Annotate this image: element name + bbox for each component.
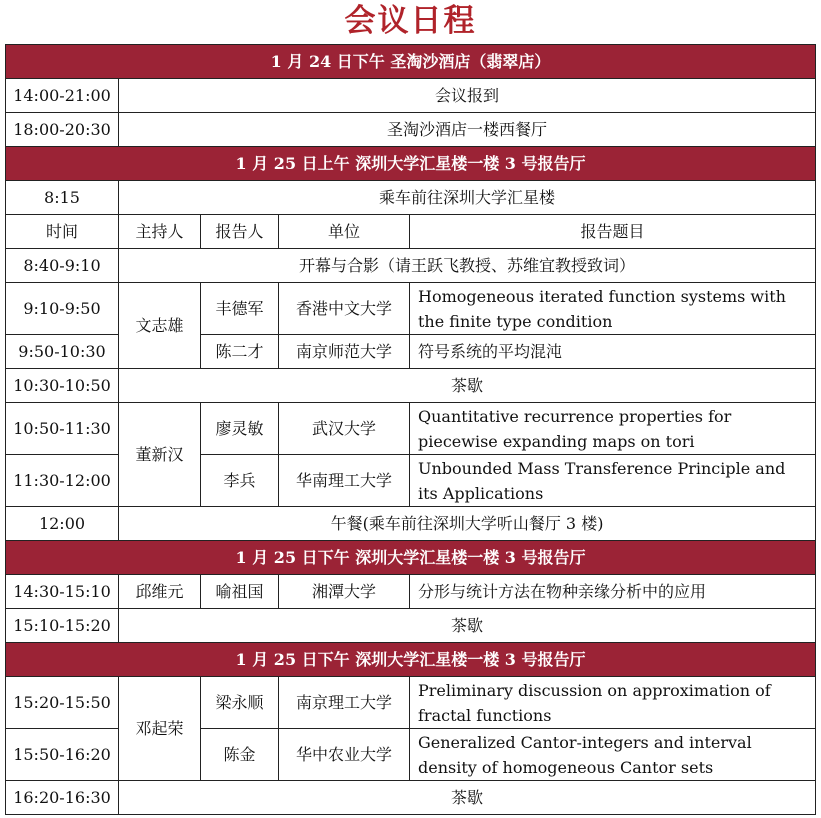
break-row — [6, 369, 816, 403]
section-band — [6, 643, 816, 677]
talk-row — [6, 677, 816, 729]
speaker-cell: 梁永顺 — [201, 677, 279, 729]
section-band-label: 1 月 24 日下午 圣淘沙酒店（翡翠店） — [6, 45, 816, 79]
event-cell: 会议报到 — [119, 79, 816, 113]
time-cell: 14:00-21:00 — [6, 79, 119, 113]
topic-cell: Generalized Cantor-integers and interval density of homogeneous Cantor sets — [410, 729, 816, 781]
time-cell: 14:30-15:10 — [6, 575, 119, 609]
section-band-label: 1 月 25 日下午 深圳大学汇星楼一楼 3 号报告厅 — [6, 643, 816, 677]
talk-row — [6, 403, 816, 455]
unit-cell: 南京师范大学 — [279, 335, 410, 369]
table-row — [6, 249, 816, 283]
time-cell: 12:00 — [6, 507, 119, 541]
event-cell: 茶歇 — [119, 781, 816, 815]
time-cell: 15:50-16:20 — [6, 729, 119, 781]
table-row — [6, 79, 816, 113]
header-unit: 单位 — [279, 215, 410, 249]
header-topic: 报告题目 — [410, 215, 816, 249]
speaker-cell: 廖灵敏 — [201, 403, 279, 455]
table-row — [6, 181, 816, 215]
time-cell: 18:00-20:30 — [6, 113, 119, 147]
event-cell: 午餐(乘车前往深圳大学听山餐厅 3 楼) — [119, 507, 816, 541]
host-cell: 邱维元 — [119, 575, 201, 609]
time-cell: 9:50-10:30 — [6, 335, 119, 369]
topic-cell: Homogeneous iterated function systems with the finite type condition — [410, 283, 816, 335]
section-band — [6, 147, 816, 181]
speaker-cell: 陈二才 — [201, 335, 279, 369]
section-band — [6, 45, 816, 79]
event-cell: 圣淘沙酒店一楼西餐厅 — [119, 113, 816, 147]
time-cell: 8:40-9:10 — [6, 249, 119, 283]
time-cell: 10:30-10:50 — [6, 369, 119, 403]
host-cell: 邓起荣 — [119, 677, 201, 781]
header-host: 主持人 — [119, 215, 201, 249]
break-row — [6, 781, 816, 815]
time-cell: 15:10-15:20 — [6, 609, 119, 643]
header-speaker: 报告人 — [201, 215, 279, 249]
time-cell: 16:20-16:30 — [6, 781, 119, 815]
lunch-row — [6, 507, 816, 541]
time-cell: 9:10-9:50 — [6, 283, 119, 335]
header-time: 时间 — [6, 215, 119, 249]
break-row — [6, 609, 816, 643]
time-cell: 11:30-12:00 — [6, 455, 119, 507]
speaker-cell: 李兵 — [201, 455, 279, 507]
section-band — [6, 541, 816, 575]
topic-cell: Quantitative recurrence properties for piecewise expanding maps on tori — [410, 403, 816, 455]
page-title: 会议日程 — [344, 3, 477, 39]
host-cell: 董新汉 — [119, 403, 201, 507]
unit-cell: 香港中文大学 — [279, 283, 410, 335]
event-cell: 开幕与合影（请王跃飞教授、苏维宜教授致词） — [119, 249, 816, 283]
speaker-cell: 丰德军 — [201, 283, 279, 335]
topic-cell: 符号系统的平均混沌 — [410, 335, 816, 369]
talk-row — [6, 575, 816, 609]
time-cell: 15:20-15:50 — [6, 677, 119, 729]
event-cell: 茶歇 — [119, 369, 816, 403]
host-cell: 文志雄 — [119, 283, 201, 369]
topic-cell: 分形与统计方法在物种亲缘分析中的应用 — [410, 575, 816, 609]
section-band-label: 1 月 25 日上午 深圳大学汇星楼一楼 3 号报告厅 — [6, 147, 816, 181]
speaker-cell: 陈金 — [201, 729, 279, 781]
event-cell: 乘车前往深圳大学汇星楼 — [119, 181, 816, 215]
unit-cell: 南京理工大学 — [279, 677, 410, 729]
time-cell: 8:15 — [6, 181, 119, 215]
table-row — [6, 113, 816, 147]
topic-cell: Unbounded Mass Transference Principle and its Applications — [410, 455, 816, 507]
talk-row — [6, 283, 816, 335]
unit-cell: 华中农业大学 — [279, 729, 410, 781]
topic-cell: Preliminary discussion on approximation of fractal functions — [410, 677, 816, 729]
unit-cell: 华南理工大学 — [279, 455, 410, 507]
event-cell: 茶歇 — [119, 609, 816, 643]
section-band-label: 1 月 25 日下午 深圳大学汇星楼一楼 3 号报告厅 — [6, 541, 816, 575]
time-cell: 10:50-11:30 — [6, 403, 119, 455]
unit-cell: 湘潭大学 — [279, 575, 410, 609]
header-row — [6, 215, 816, 249]
speaker-cell: 喻祖国 — [201, 575, 279, 609]
unit-cell: 武汉大学 — [279, 403, 410, 455]
schedule-table — [5, 44, 816, 815]
